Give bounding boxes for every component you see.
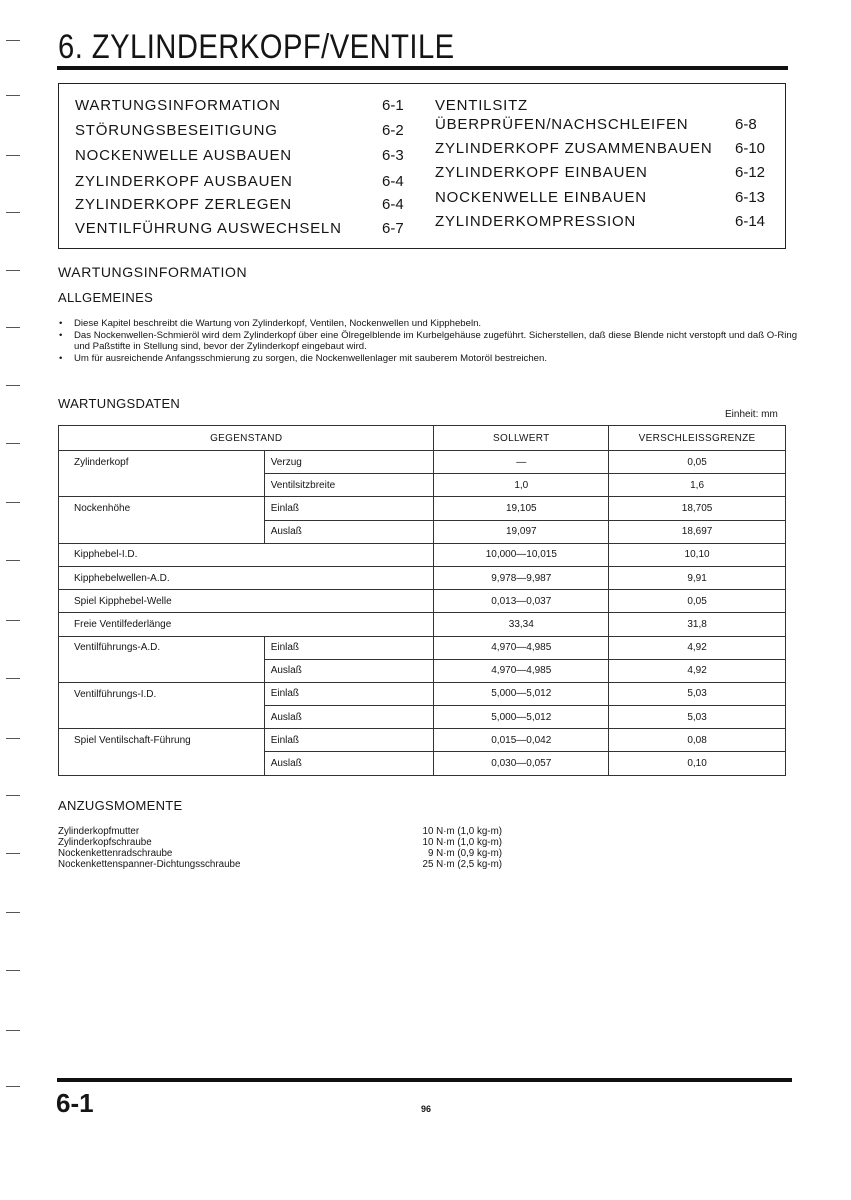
spec-std: 10,000—10,015: [434, 543, 609, 566]
margin-tick: [6, 970, 20, 971]
margin-tick: [6, 678, 20, 679]
table-row: [59, 706, 786, 729]
spec-limit: 31,8: [609, 613, 786, 636]
section-heading: WARTUNGSINFORMATION: [58, 264, 248, 280]
torque-label: Nockenkettenspanner-Dichtungsschraube: [58, 859, 241, 870]
toc-page: 6-3: [382, 147, 404, 164]
table-row: [59, 682, 786, 705]
margin-tick: [6, 443, 20, 444]
margin-tick: [6, 385, 20, 386]
margin-tick: [6, 40, 20, 41]
spec-std: 0,015—0,042: [434, 729, 609, 752]
torque-heading: ANZUGSMOMENTE: [58, 798, 183, 813]
spec-std: 4,970—4,985: [434, 636, 609, 659]
spec-sub: Einlaß: [264, 729, 434, 752]
toc-item[interactable]: ZYLINDERKOPF EINBAUEN: [435, 164, 648, 181]
spec-std: 5,000—5,012: [434, 706, 609, 729]
spec-limit: 4,92: [609, 659, 786, 682]
margin-tick: [6, 738, 20, 739]
margin-tick: [6, 912, 20, 913]
column-header: SOLLWERT: [434, 426, 609, 451]
table-row: [59, 520, 786, 543]
torque-label: Zylinderkopfmutter: [58, 826, 140, 837]
spec-sub: Auslaß: [264, 706, 434, 729]
toc-item[interactable]: WARTUNGSINFORMATION: [75, 97, 281, 114]
title-rule: [57, 66, 788, 70]
spec-limit: 0,10: [609, 752, 786, 775]
margin-tick: [6, 502, 20, 503]
toc-item[interactable]: ÜBERPRÜFEN/NACHSCHLEIFEN: [435, 116, 689, 133]
toc-item[interactable]: NOCKENWELLE EINBAUEN: [435, 189, 647, 206]
spec-sub: Einlaß: [264, 636, 434, 659]
spec-limit: 0,08: [609, 729, 786, 752]
general-notes: [58, 318, 798, 364]
spec-sub: Auslaß: [264, 520, 434, 543]
spec-std: 9,978—9,987: [434, 566, 609, 589]
spec-item: Kipphebelwellen-A.D.: [59, 566, 434, 589]
spec-limit: 5,03: [609, 682, 786, 705]
page-title: 6. ZYLINDERKOPF/VENTILE: [58, 28, 455, 66]
toc-page: 6-10: [735, 140, 766, 157]
torque-label: Zylinderkopfschraube: [58, 837, 152, 848]
spec-item: Ventilführungs-A.D.: [59, 636, 265, 659]
spec-limit: 18,705: [609, 497, 786, 520]
spec-limit: 10,10: [609, 543, 786, 566]
footer-rule: [57, 1078, 792, 1082]
toc-item[interactable]: ZYLINDERKOPF AUSBAUEN: [75, 173, 293, 190]
table-row: [59, 752, 786, 775]
margin-tick: [6, 212, 20, 213]
torque-value: 9 N·m (0,9 kg-m): [427, 848, 502, 859]
margin-tick: [6, 560, 20, 561]
margin-tick: [6, 620, 20, 621]
note-item: • Das Nockenwellen-Schmieröl wird dem Zylinderkopf über eine Ölregelblende im Kurbelgehäuse zugeführt. Sicherstellen, daß diese Blende nicht verstopft und daß O-Ring und Paßstifte in Stellung sind, bevor der Zylinderkopf eingebaut wird.: [58, 330, 798, 353]
spec-limit: 0,05: [609, 590, 786, 613]
table-row: [59, 451, 786, 474]
torque-label: Nockenkettenradschraube: [58, 848, 173, 859]
toc-item[interactable]: VENTILSITZ: [435, 97, 529, 114]
torque-value: 10 N·m (1,0 kg-m): [422, 826, 502, 837]
margin-tick: [6, 795, 20, 796]
spec-sub: Auslaß: [264, 659, 434, 682]
toc-page: 6-4: [382, 196, 404, 213]
toc-item[interactable]: STÖRUNGSBESEITIGUNG: [75, 122, 278, 139]
spec-sub: Einlaß: [264, 497, 434, 520]
spec-sub: Verzug: [264, 451, 434, 474]
margin-tick: [6, 270, 20, 271]
spec-sub: Einlaß: [264, 682, 434, 705]
spec-item: [59, 520, 265, 543]
spec-item: Spiel Kipphebel-Welle: [59, 590, 434, 613]
general-heading: ALLGEMEINES: [58, 290, 154, 305]
spec-std: 0,030—0,057: [434, 752, 609, 775]
spec-limit: 0,05: [609, 451, 786, 474]
table-row: [59, 497, 786, 520]
spec-item: Freie Ventilfederlänge: [59, 613, 434, 636]
page-number: 6-1: [56, 1088, 94, 1118]
toc-item[interactable]: NOCKENWELLE AUSBAUEN: [75, 147, 292, 164]
toc-page: 6-12: [735, 164, 766, 181]
spec-std: 0,013—0,037: [434, 590, 609, 613]
toc-page: 6-4: [382, 173, 404, 190]
spec-sub: Ventilsitzbreite: [264, 474, 434, 497]
spec-std: 19,105: [434, 497, 609, 520]
note-item: • Um für ausreichende Anfangsschmierung zu sorgen, die Nockenwellenlager mit sauberem Motoröl bestreichen.: [58, 353, 798, 365]
spec-item: Nockenhöhe: [59, 497, 265, 520]
spec-limit: 4,92: [609, 636, 786, 659]
spec-limit: 1,6: [609, 474, 786, 497]
spec-std: 33,34: [434, 613, 609, 636]
toc-item[interactable]: ZYLINDERKOMPRESSION: [435, 213, 637, 230]
spec-item: Zylinderkopf: [59, 451, 265, 474]
toc-box: [58, 83, 786, 249]
toc-item[interactable]: ZYLINDERKOPF ZERLEGEN: [75, 196, 292, 213]
table-header-row: [59, 426, 786, 451]
unit-label: Einheit: mm: [725, 409, 778, 420]
spec-limit: 18,697: [609, 520, 786, 543]
spec-std: —: [434, 451, 609, 474]
table-row: [59, 659, 786, 682]
margin-tick: [6, 853, 20, 854]
spec-item: [59, 474, 265, 497]
table-row: [59, 566, 786, 589]
toc-page: 6-13: [735, 189, 766, 206]
specs-table: [58, 425, 786, 776]
spec-item: Ventilführungs-I.D.: [59, 682, 265, 705]
note-item: • Diese Kapitel beschreibt die Wartung von Zylinderkopf, Ventilen, Nockenwellen und Kipphebeln.: [58, 318, 798, 330]
toc-page: 6-7: [382, 220, 404, 237]
table-row: [59, 729, 786, 752]
toc-item[interactable]: VENTILFÜHRUNG AUSWECHSELN: [75, 220, 342, 237]
spec-std: 4,970—4,985: [434, 659, 609, 682]
table-row: [59, 543, 786, 566]
spec-std: 1,0: [434, 474, 609, 497]
column-header: VERSCHLEISSGRENZE: [609, 426, 786, 451]
margin-tick: [6, 1030, 20, 1031]
margin-tick: [6, 155, 20, 156]
toc-item[interactable]: ZYLINDERKOPF ZUSAMMENBAUEN: [435, 140, 713, 157]
specs-heading: WARTUNGSDATEN: [58, 396, 181, 411]
spec-item: [59, 752, 265, 775]
spec-std: 5,000—5,012: [434, 682, 609, 705]
spec-item: [59, 659, 265, 682]
toc-page: 6-8: [735, 116, 757, 133]
doc-number: 96: [421, 1104, 432, 1114]
column-header: GEGENSTAND: [59, 426, 434, 451]
table-row: [59, 613, 786, 636]
spec-item: Spiel Ventilschaft-Führung: [59, 729, 265, 752]
spec-sub: Auslaß: [264, 752, 434, 775]
spec-limit: 9,91: [609, 566, 786, 589]
toc-page: 6-14: [735, 213, 766, 230]
toc-page: 6-1: [382, 97, 404, 114]
table-row: [59, 590, 786, 613]
torque-value: 10 N·m (1,0 kg-m): [422, 837, 502, 848]
torque-value: 25 N·m (2,5 kg-m): [422, 859, 502, 870]
margin-tick: [6, 1086, 20, 1087]
spec-limit: 5,03: [609, 706, 786, 729]
margin-tick: [6, 327, 20, 328]
margin-tick: [6, 95, 20, 96]
spec-item: Kipphebel-I.D.: [59, 543, 434, 566]
spec-std: 19,097: [434, 520, 609, 543]
table-row: [59, 636, 786, 659]
table-row: [59, 474, 786, 497]
spec-item: [59, 706, 265, 729]
toc-page: 6-2: [382, 122, 404, 139]
